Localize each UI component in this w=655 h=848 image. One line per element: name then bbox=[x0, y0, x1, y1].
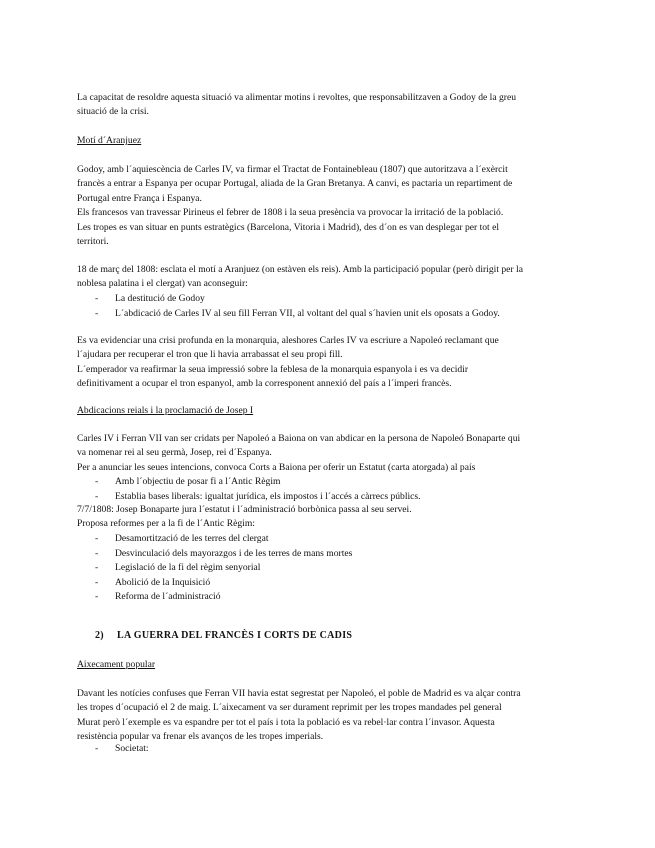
text-line: definitivament a ocupar el tron espanyol, amb la corresponent annexió del país a l´imperi francès. bbox=[77, 378, 452, 390]
list-item: - Amb l´objectiu de posar fi a l´Antic Règim bbox=[95, 476, 281, 487]
text-line: resistència popular va frenar els avanços de les tropes imperials. bbox=[77, 731, 324, 743]
text-line: 18 de març del 1808: esclata el motí a Aranjuez (on estàven els reis). Amb la participació popular (però dirigit per la bbox=[77, 264, 523, 275]
heading-text: Motí d´Aranjuez bbox=[77, 135, 142, 146]
section-title: LA GUERRA DEL FRANCÈS I CORTS DE CADIS bbox=[117, 630, 353, 641]
heading-text: Aixecament popular bbox=[77, 659, 156, 670]
paragraph-motin bbox=[77, 263, 577, 292]
list-item: - Societat: bbox=[95, 743, 149, 754]
text-line: situació de la crisi. bbox=[77, 106, 149, 118]
list-item: - Legislació de la fi del règim senyorial bbox=[95, 562, 261, 573]
text-line: La capacitat de resoldre aquesta situació va alimentar motins i revoltes, que responsabilitzaven a Godoy de la greu bbox=[77, 92, 517, 103]
list-item: - La destitució de Godoy bbox=[95, 293, 205, 304]
paragraph-fontainebleau bbox=[77, 163, 577, 249]
text-line: les tropes d´ocupació el 2 de maig. L´aixecament va ser durament reprimit per les tropes mandades pel general bbox=[77, 702, 502, 714]
section-heading bbox=[95, 630, 352, 641]
paragraph-crisis-monarquia bbox=[77, 334, 577, 392]
heading-abdicacions bbox=[77, 404, 577, 418]
text-line: Les tropes es van situar en punts estratègics (Barcelona, Vitoria i Madrid), des d´on es van desplegar per tot el bbox=[77, 221, 500, 233]
paragraph-baiona bbox=[77, 432, 577, 475]
text-line: L´emperador va reafirmar la seua impressió sobre la feblesa de la monarquia espanyola i es va decidir bbox=[77, 363, 469, 375]
heading-text: Abdicacions reials i la proclamació de Josep I bbox=[77, 405, 254, 416]
list-item: - Desamortització de les terres del clergat bbox=[95, 533, 269, 544]
text-line: Murat però l´exemple es va espandre per tot el país i tota la població es va rebel·lar contra l´invasor. Aquesta bbox=[77, 716, 495, 728]
paragraph-josep bbox=[77, 503, 577, 532]
list-item: - Establia bases liberals: igualtat jurídica, els impostos i l´accés a càrrecs públics. bbox=[95, 490, 421, 502]
list-item: - Reforma de l´administració bbox=[95, 591, 221, 602]
list-item: - Abolició de la Inquisició bbox=[95, 576, 211, 588]
text-line: Es va evidenciar una crisi profunda en la monarquia, aleshores Carles IV va escriure a Napoleó reclamant que bbox=[77, 335, 499, 346]
text-line: l´ajudara per recuperar el tron que li havia arrabassat el seu propi fill. bbox=[77, 349, 343, 361]
text-line: noblesa palatina i el clergat) van aconseguir: bbox=[77, 278, 248, 290]
heading-aixecament bbox=[77, 658, 577, 672]
text-line: Portugal entre França i Espanya. bbox=[77, 192, 202, 204]
paragraph-dos-de-maig bbox=[77, 687, 577, 745]
text-line: Proposa reformes per a la fi de l´Antic Règim: bbox=[77, 518, 255, 530]
heading-aranjuez bbox=[77, 134, 577, 148]
text-line: 7/7/1808: Josep Bonaparte jura l´estatut i l´administració borbònica passa al seu servei. bbox=[77, 504, 412, 515]
text-line: francès a entrar a Espanya per ocupar Portugal, aliada de la Gran Bretanya. A canvi, es pactaria un repartiment de bbox=[77, 178, 513, 190]
text-line: Davant les notícies confuses que Ferran VII havia estat segrestat per Napoleó, el poble de Madrid es va alçar contra bbox=[77, 688, 521, 699]
text-line: Els francesos van travessar Pirineus el febrer de 1808 i la seua presència va provocar la irritació de la població. bbox=[77, 207, 504, 219]
text-line: Godoy, amb l´aquiescència de Carles IV, va firmar el Tractat de Fontainebleau (1807) que autoritzava a l´exèrcit bbox=[77, 164, 508, 175]
list-item: - Desvinculació dels mayorazgos i de les terres de mans mortes bbox=[95, 547, 353, 559]
paragraph-crisis bbox=[77, 91, 577, 120]
section-number: 2) bbox=[95, 630, 104, 641]
list-item: - L´abdicació de Carles IV al seu fill Ferran VII, al voltant del qual s´havien unit els oposats a Godoy. bbox=[95, 307, 500, 319]
text-line: Carles IV i Ferran VII van ser cridats per Napoleó a Baiona on van abdicar en la persona de Napoleó Bonaparte qui bbox=[77, 433, 521, 444]
text-line: Per a anunciar les seues intencions, convoca Corts a Baiona per oferir un Estatut (carta atorgada) al país bbox=[77, 461, 476, 473]
text-line: territori. bbox=[77, 236, 109, 248]
text-line: va nomenar rei al seu germà, Josep, rei d´Espanya. bbox=[77, 447, 272, 459]
